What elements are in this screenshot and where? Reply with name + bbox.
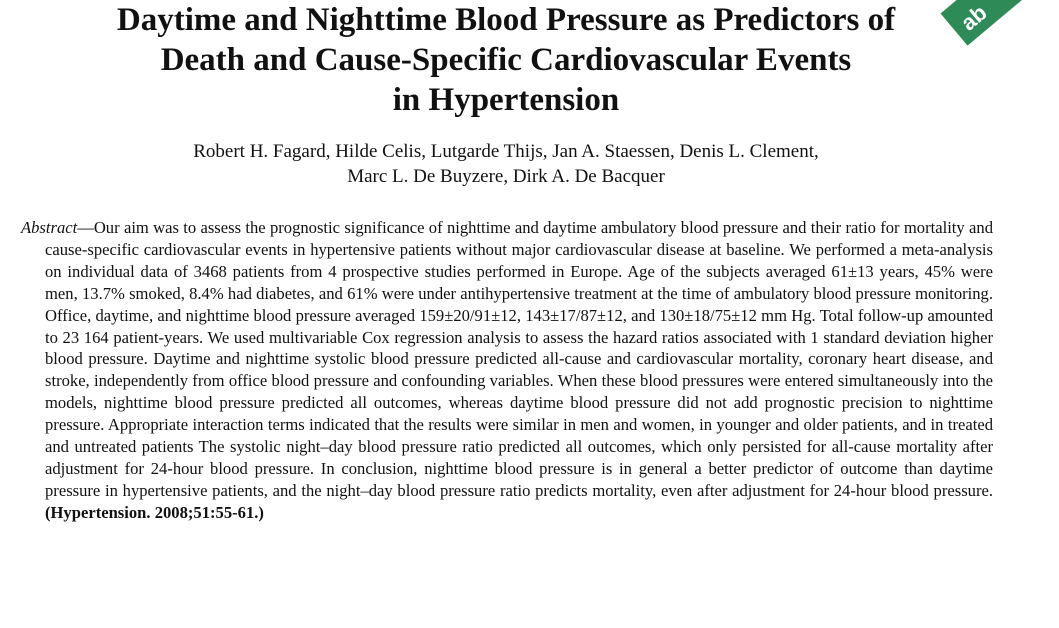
badge-text: ab xyxy=(955,0,992,36)
author-line-1: Robert H. Fagard, Hilde Celis, Lutgarde Thijs, Jan A. Staessen, Denis L. Clement, xyxy=(193,141,819,162)
title-line-1: Daytime and Nighttime Blood Pressure as Predictors of xyxy=(116,2,896,38)
author-line-2: Marc L. De Buyzere, Dirk A. De Bacquer xyxy=(347,166,665,187)
abstract-body: —Our aim was to assess the prognostic significance of nighttime and daytime ambulatory blood pressure and their ratio for mortality and cause-specific cardiovascular events in hypertensive patients without major cardiovascular disease at baseline. We performed a meta-analysis on individual data of 3468 patients from 4 prospective studies performed in Europe. Age of the subjects averaged 61±13 years, 45% were men, 13.7% smoked, 8.4% had diabetes, and 61% were under antihypertensive treatment at the time of ambulatory blood pressure monitoring. Office, daytime, and nighttime blood pressure averaged 159±20/91±12, 143±17/87±12, and 130±18/75±12 mm Hg. Total follow-up amounted to 23 164 patient-years. We used multivariable Cox regression analysis to assess the hazard ratios associated with 1 standard deviation higher blood pressure. Daytime and nighttime systolic blood pressure predicted all-cause and cardiovascular mortality, coronary heart disease, and stroke, independently from office blood pressure and confounding variables. When these blood pressures were entered simultaneously into the models, nighttime blood pressure predicted all outcomes, whereas daytime blood pressure did not add prognostic precision to nighttime pressure. Appropriate interaction terms indicated that the results were similar in men and women, in younger and older patients, and in treated and untreated patients The systolic night–day blood pressure ratio predicted all outcomes, which only persisted for all-cause mortality after adjustment for 24-hour blood pressure. In conclusion, nighttime blood pressure is in general a better predictor of outcome than daytime pressure in hypertensive patients, and the night–day blood pressure ratio predicts mortality, even after adjustment for 24-hour blood pressure. xyxy=(45,218,993,500)
author-list xyxy=(0,139,1012,189)
abstract-lead: Abstract xyxy=(21,218,78,237)
abstract-paragraph xyxy=(21,217,993,524)
title-line-2: Death and Cause-Specific Cardiovascular Events xyxy=(160,42,852,78)
title-line-3: in Hypertension xyxy=(392,82,620,118)
journal-citation: (Hypertension. 2008;51:55-61.) xyxy=(45,502,264,522)
paper-title xyxy=(0,0,1012,120)
